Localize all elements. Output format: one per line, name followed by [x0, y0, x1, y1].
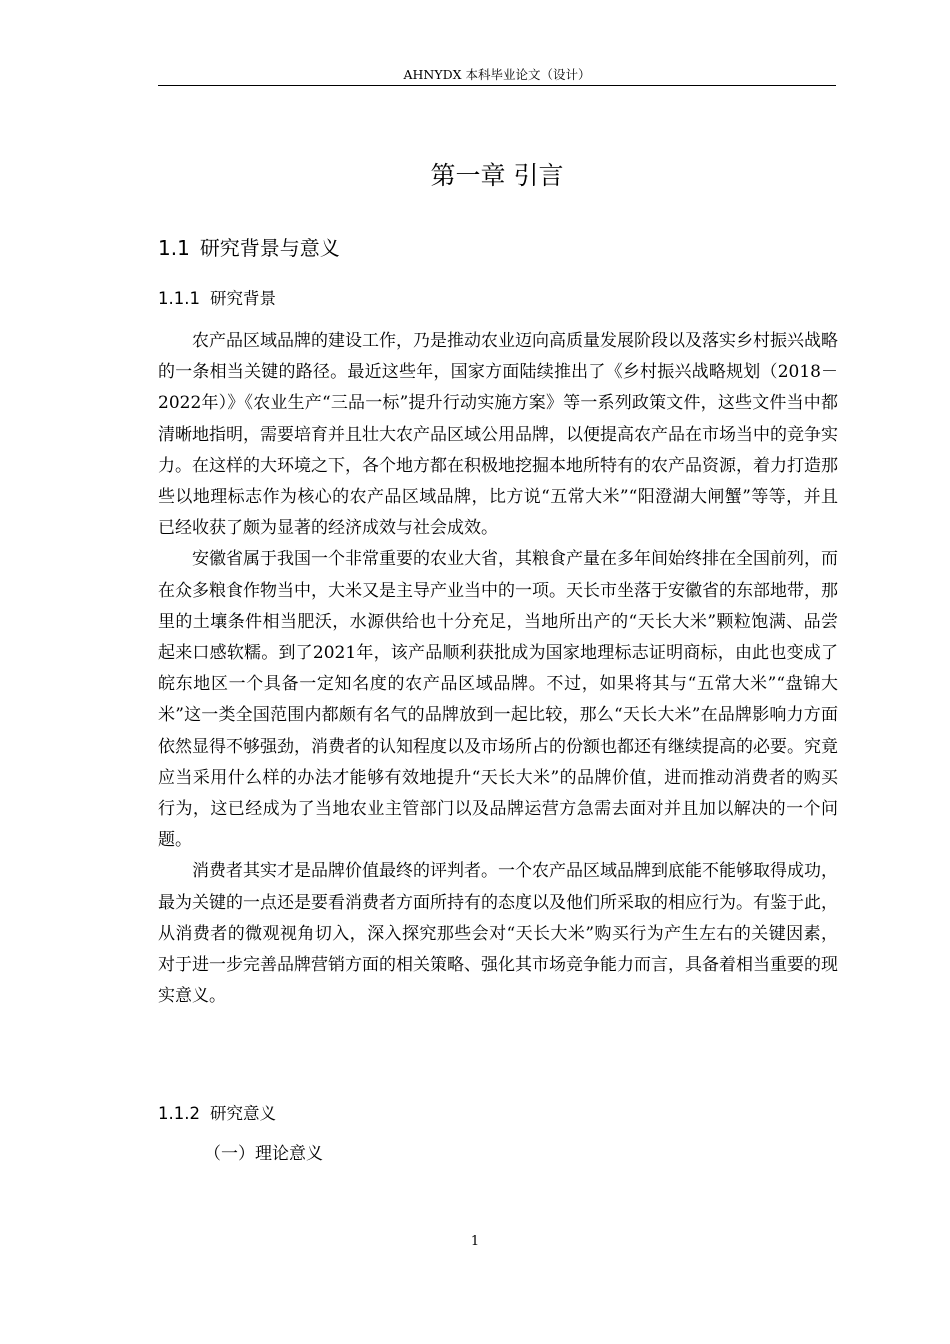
section-heading-1-1-1 [158, 286, 276, 312]
section-heading-1-1 [158, 232, 340, 264]
paragraph: 消费者其实才是品牌价值最终的评判者。一个农产品区域品牌到底能不能够取得成功，最为关键的一点还是要看消费者方面所持有的态度以及他们所采取的相应行为。有鉴于此，从消费者的微观视角切入，深入探究那些会对“天长大米”购买行为产生左右的关键因素，对于进一步完善品牌营销方面的相关策略、强化其市场竞争能力而言，具备着相当重要的现实意义。 [158, 861, 838, 1007]
section-number: 1.1.1 [158, 289, 200, 308]
page-number: 1 [470, 1234, 480, 1249]
section-heading-1-1-2 [158, 1101, 276, 1127]
section-number: 1.1 [158, 236, 190, 260]
section-number: 1.1.2 [158, 1104, 200, 1123]
sub-item-heading: （一）理论意义 [204, 1144, 323, 1164]
section-title: 研究背景 [209, 289, 276, 308]
paragraph: 安徽省属于我国一个非常重要的农业大省，其粮食产量在多年间始终排在全国前列，而在众多粮食作物当中，大米又是主导产业当中的一项。天长市坐落于安徽省的东部地带，那里的土壤条件相当肥沃，水源供给也十分充足，当地所出产的“天长大米”颗粒饱满、品尝起来口感软糯。到了2021年，该产品顺利获批成为国家地理标志证明商标，由此也变成了皖东地区一个具备一定知名度的农产品区域品牌。不过，如果将其与“五常大米”“盘锦大米”这一类全国范围内都颇有名气的品牌放到一起比较，那么“天长大米”在品牌影响力方面依然显得不够强劲，消费者的认知程度以及市场所占的份额也都还有继续提高的必要。究竟应当采用什么样的办法才能够有效地提升“天长大米”的品牌价值，进而推动消费者的购买行为，这已经成为了当地农业主管部门以及品牌运营方急需去面对并且加以解决的一个问题。 [158, 549, 838, 851]
running-header: AHNYDX 本科毕业论文（设计） [403, 67, 591, 82]
body-text [158, 326, 838, 1012]
paragraph: 农产品区域品牌的建设工作，乃是推动农业迈向高质量发展阶段以及落实乡村振兴战略的一条相当关键的路径。最近这些年，国家方面陆续推出了《乡村振兴战略规划（2018－2022年）》《农业生产“三品一标”提升行动实施方案》等一系列政策文件，这些文件当中都清晰地指明，需要培育并且壮大农产品区域公用品牌，以便提高农产品在市场当中的竞争实力。在这样的大环境之下，各个地方都在积极地挖掘本地所特有的农产品资源，着力打造那些以地理标志作为核心的农产品区域品牌，比方说“五常大米”“阳澄湖大闸蟹”等等，并且已经收获了颇为显著的经济成效与社会成效。 [158, 331, 838, 539]
header-rule [158, 85, 836, 86]
section-title: 研究背景与意义 [199, 236, 340, 260]
chapter-title: 第一章 引言 [430, 161, 564, 190]
section-title: 研究意义 [209, 1104, 276, 1123]
